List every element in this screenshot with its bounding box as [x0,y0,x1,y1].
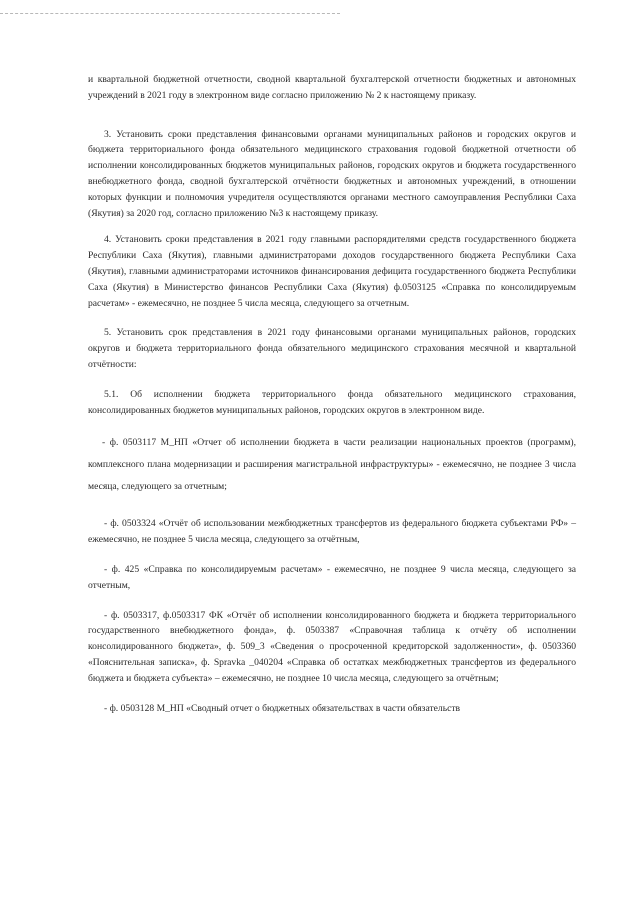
paragraph-appendix-2: и квартальной бюджетной отчетности, сводной квартальной бухгалтерской отчетности бюджетных и автономных учреждений в 2021 году в электронном виде согласно приложению № 2 к настоящему приказу. [88,74,576,101]
list-item-form-0503117: - ф. 0503117 М_НП «Отчет об исполнении бюджета в части реализации национальных проектов (программ), комплексного плана модернизации и расширения магистральной инфраструктуры» - ежемесячно, не позднее 3 числа месяца, следующего за отчетным; [88,437,576,493]
paragraph-item-5-1: 5.1. Об исполнении бюджета территориального фонда обязательного медицинского страхования, консолидированных бюджетов муниципальных районов, городских округов в электронном виде. [88,388,576,416]
scan-edge-line [0,13,340,14]
list-item-form-0503324: - ф. 0503324 «Отчёт об использовании межбюджетных трансфертов из федерального бюджета субъектами РФ» – ежемесячно, не позднее 5 числа месяца, следующего за отчётным, [88,518,576,546]
document-body [88,72,576,716]
list-item-form-0503317: - ф. 0503317, ф.0503317 ФК «Отчёт об исполнении консолидированного бюджета и бюджета территориального государственного внебюджетного фонда», ф. 0503387 «Справочная таблица к отчёту об исполнении консолидированного бюджета», ф. 509_3 «Сведения о просроченной кредиторской задолженности», ф. 0503360 «Пояснительная записка», ф. Spravka _040204 «Справка об остатках межбюджетных трансфертов из федерального бюджета и бюджета субъекта» – ежемесячно, не позднее 10 числа месяца, следующего за отчётным; [88,609,576,684]
paragraph-item-3: 3. Установить сроки представления финансовыми органами муниципальных районов и городских округов и бюджета территориального фонда обязательного медицинского страхования годовой бюджетной отчетности об исполнении консолидированных бюджетов муниципальных районов, городских округов и бюджета государственного внебюджетного фонда, сводной бухгалтерской отчётности бюджетных и автономных учреждений, в отношении которых функции и полномочия учредителя осуществляются органами местного самоуправления Республики Саха (Якутия) за 2020 год, согласно приложению №3 к настоящему приказу. [88,128,576,219]
paragraph-item-5: 5. Установить срок представления в 2021 году финансовыми органами муниципальных районов, городских округов и бюджета территориального фонда обязательного медицинского страхования месячной и квартальной отчётности: [88,327,576,370]
list-item-form-425: - ф. 425 «Справка по консолидируемым расчетам» - ежемесячно, не позднее 9 числа месяца, следующего за отчетным, [88,563,576,591]
paragraph-item-4: 4. Установить сроки представления в 2021 году главными распорядителями средств государственного бюджета Республики Саха (Якутия), главными администраторами доходов государственного бюджета Республики Саха (Якутия), главными администраторами источников финансирования дефицита государственного бюджета Республики Саха (Якутия) в Министерство финансов Республики Саха (Якутия) ф.0503125 «Справка по консолидируемым расчетам» - ежемесячно, не позднее 5 числа месяца, следующего за отчетным. [88,234,576,309]
list-item-form-0503128: - ф. 0503128 М_НП «Сводный отчет о бюджетных обязательствах в части обязательств [104,702,461,714]
